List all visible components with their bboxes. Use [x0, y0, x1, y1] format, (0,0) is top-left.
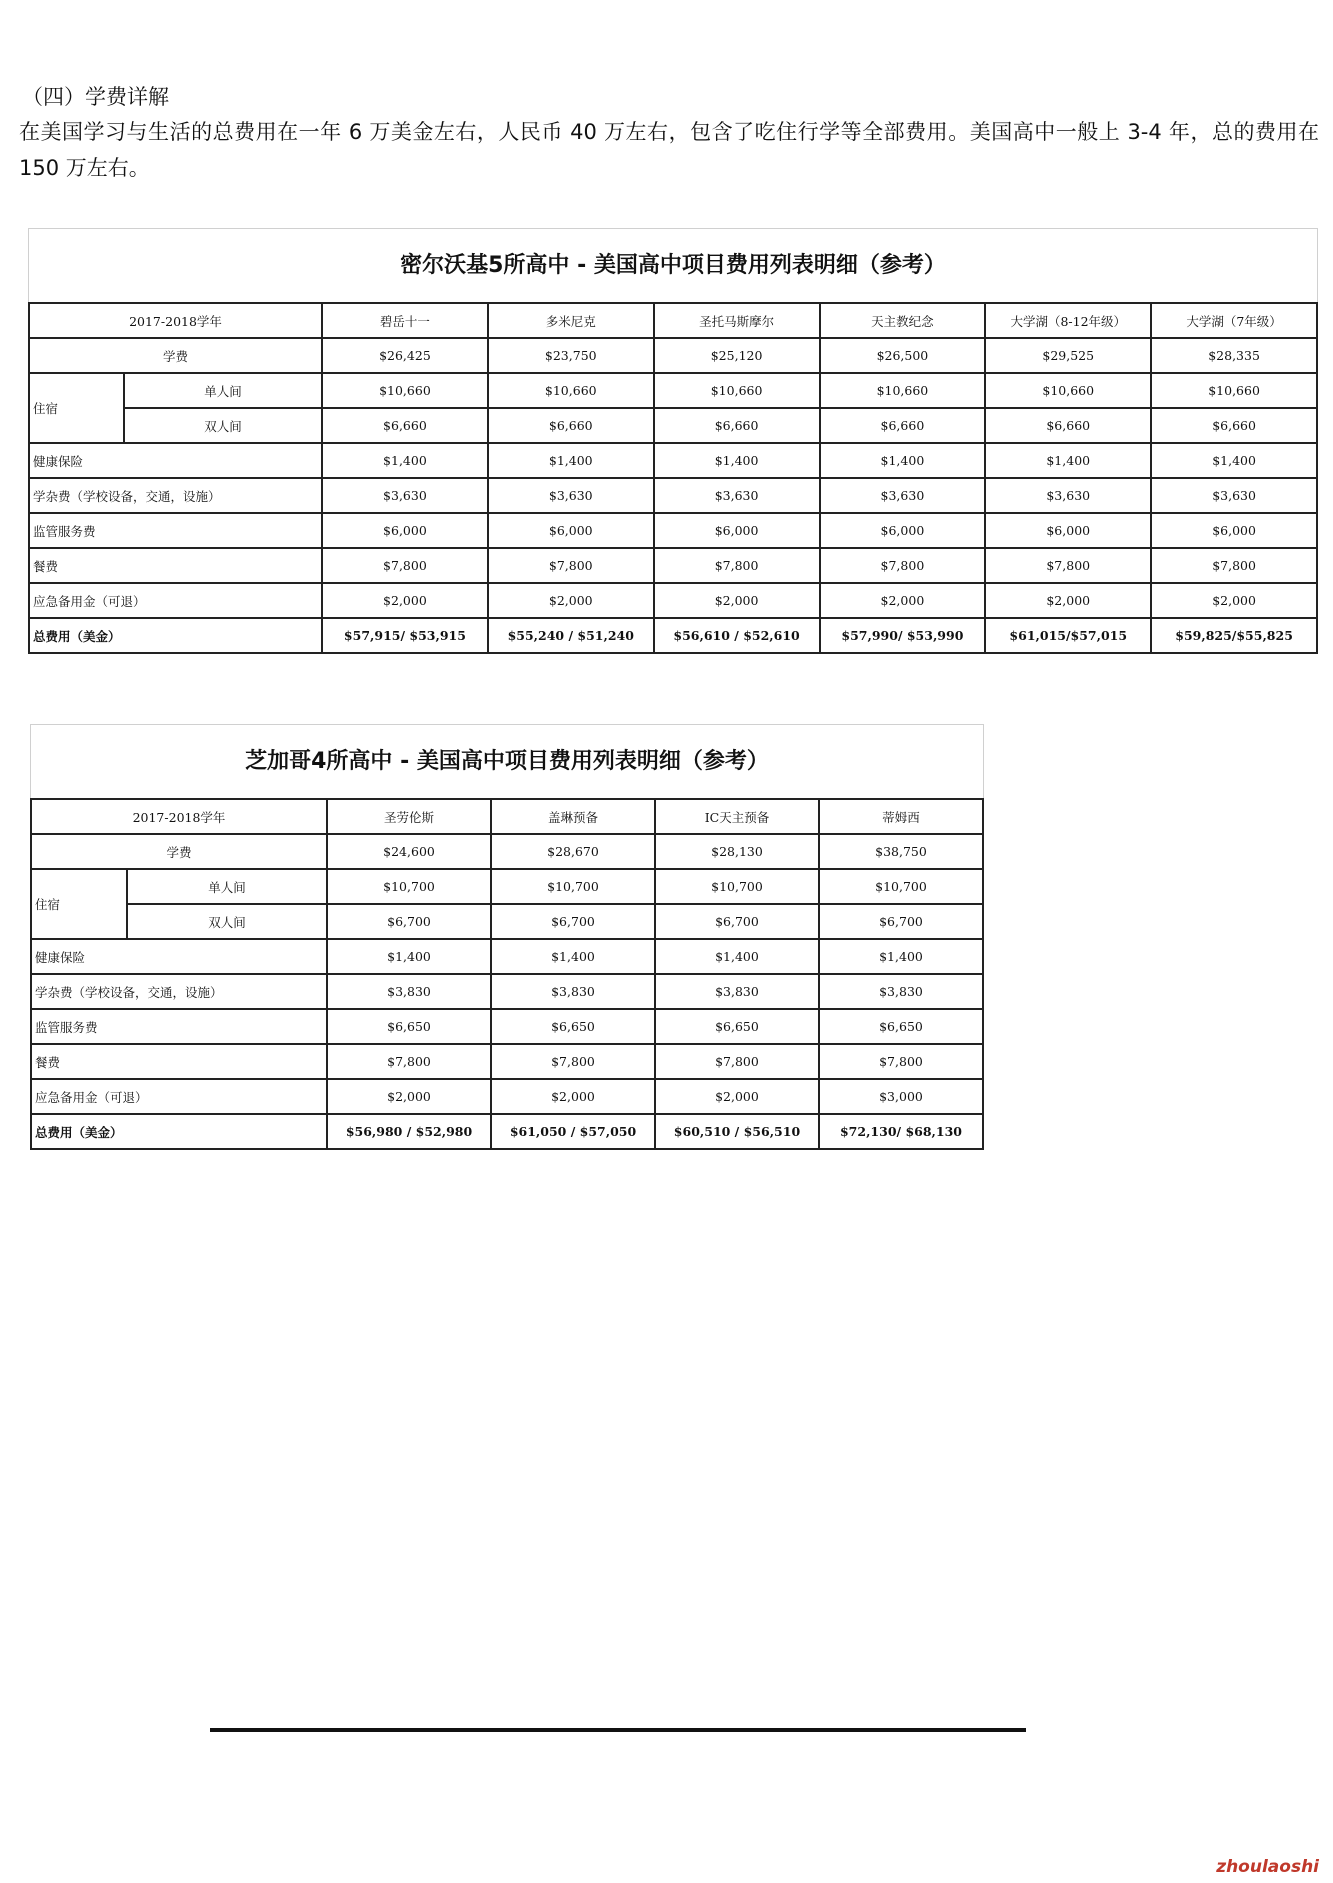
fee-cell: $2,000 [1151, 583, 1317, 618]
fee-cell: $2,000 [655, 1079, 819, 1114]
fee-cell: $6,650 [327, 1009, 491, 1044]
row-label: 总费用（美金） [31, 1114, 327, 1149]
fee-cell: $7,800 [491, 1044, 655, 1079]
fee-cell: $1,400 [1151, 443, 1317, 478]
fee-cell: $6,000 [488, 513, 654, 548]
milwaukee-fee-table-block [28, 228, 1318, 654]
section-title: （四）学费详解 [22, 85, 169, 109]
row-label: 双人间 [127, 904, 327, 939]
total-cell: $56,980 / $52,980 [327, 1114, 491, 1149]
fee-cell: $6,700 [819, 904, 983, 939]
school-name: 碧岳十一 [322, 303, 488, 338]
header-row [29, 303, 1317, 338]
fee-cell: $1,400 [488, 443, 654, 478]
school-name: 圣劳伦斯 [327, 799, 491, 834]
fee-cell: $7,800 [819, 1044, 983, 1079]
school-name: 大学湖（7年级） [1151, 303, 1317, 338]
single-room-row [31, 869, 983, 904]
reserve-fund-row [31, 1079, 983, 1114]
tuition-row [29, 338, 1317, 373]
row-label: 餐费 [29, 548, 322, 583]
fee-cell: $10,700 [655, 869, 819, 904]
total-cell: $56,610 / $52,610 [654, 618, 820, 653]
fee-cell: $6,650 [491, 1009, 655, 1044]
fee-cell: $10,660 [654, 373, 820, 408]
fee-cell: $6,000 [820, 513, 986, 548]
fee-cell: $23,750 [488, 338, 654, 373]
fee-cell: $3,630 [488, 478, 654, 513]
fee-cell: $6,660 [985, 408, 1151, 443]
fee-cell: $6,000 [322, 513, 488, 548]
total-cell: $61,050 / $57,050 [491, 1114, 655, 1149]
fee-cell: $1,400 [322, 443, 488, 478]
fee-cell: $2,000 [820, 583, 986, 618]
fee-cell: $7,800 [322, 548, 488, 583]
total-cell: $61,015/$57,015 [985, 618, 1151, 653]
guardian-fee-row [29, 513, 1317, 548]
tuition-row [31, 834, 983, 869]
housing-label: 住宿 [29, 373, 124, 443]
reserve-fund-row [29, 583, 1317, 618]
housing-label: 住宿 [31, 869, 127, 939]
row-label: 学费 [29, 338, 322, 373]
chicago-fee-table-block [30, 724, 984, 1150]
row-label: 健康保险 [31, 939, 327, 974]
fee-cell: $2,000 [491, 1079, 655, 1114]
fee-cell: $28,130 [655, 834, 819, 869]
footer-divider [210, 1728, 1026, 1732]
row-label: 单人间 [127, 869, 327, 904]
guardian-fee-row [31, 1009, 983, 1044]
fee-cell: $10,700 [327, 869, 491, 904]
fee-cell: $6,700 [655, 904, 819, 939]
intro-paragraph: 在美国学习与生活的总费用在一年 6 万美金左右，人民币 40 万左右，包含了吃住行学等全部费用。美国高中一般上 3-4 年，总的费用在 150 万左右。 [19, 120, 1319, 180]
fee-cell: $10,660 [1151, 373, 1317, 408]
fee-cell: $6,650 [655, 1009, 819, 1044]
fee-cell: $6,000 [1151, 513, 1317, 548]
row-label: 总费用（美金） [29, 618, 322, 653]
meals-row [31, 1044, 983, 1079]
school-name: 多米尼克 [488, 303, 654, 338]
fee-cell: $7,800 [985, 548, 1151, 583]
fee-cell: $7,800 [1151, 548, 1317, 583]
insurance-row [29, 443, 1317, 478]
school-name: 盖琳预备 [491, 799, 655, 834]
fee-cell: $3,630 [820, 478, 986, 513]
fee-cell: $7,800 [488, 548, 654, 583]
fee-table [30, 798, 984, 1150]
fee-cell: $7,800 [327, 1044, 491, 1079]
fee-cell: $28,335 [1151, 338, 1317, 373]
school-name: 天主教纪念 [820, 303, 986, 338]
header-row [31, 799, 983, 834]
total-cell: $57,990/ $53,990 [820, 618, 986, 653]
fee-cell: $3,630 [322, 478, 488, 513]
meals-row [29, 548, 1317, 583]
row-label: 监管服务费 [29, 513, 322, 548]
fee-cell: $6,660 [1151, 408, 1317, 443]
fee-cell: $6,700 [491, 904, 655, 939]
row-label: 健康保险 [29, 443, 322, 478]
fee-cell: $6,660 [820, 408, 986, 443]
fee-cell: $3,000 [819, 1079, 983, 1114]
fee-cell: $26,500 [820, 338, 986, 373]
year-label: 2017-2018学年 [31, 799, 327, 834]
row-label: 餐费 [31, 1044, 327, 1079]
fee-cell: $3,630 [985, 478, 1151, 513]
row-label: 单人间 [124, 373, 322, 408]
row-label: 双人间 [124, 408, 322, 443]
fee-table [28, 302, 1318, 654]
double-room-row [31, 904, 983, 939]
fee-cell: $2,000 [985, 583, 1151, 618]
double-room-row [29, 408, 1317, 443]
fee-cell: $7,800 [820, 548, 986, 583]
insurance-row [31, 939, 983, 974]
watermark-logo: zhoulaoshi [1216, 1857, 1319, 1877]
row-label: 学费 [31, 834, 327, 869]
row-label: 应急备用金（可退） [29, 583, 322, 618]
fee-cell: $10,700 [491, 869, 655, 904]
fee-cell: $7,800 [655, 1044, 819, 1079]
row-label: 应急备用金（可退） [31, 1079, 327, 1114]
table-title: 芝加哥4所高中 - 美国高中项目费用列表明细（参考） [30, 724, 984, 798]
total-row [31, 1114, 983, 1149]
fee-cell: $3,830 [491, 974, 655, 1009]
fee-cell: $6,660 [488, 408, 654, 443]
fee-cell: $28,670 [491, 834, 655, 869]
total-cell: $55,240 / $51,240 [488, 618, 654, 653]
row-label: 学杂费（学校设备，交通，设施） [31, 974, 327, 1009]
fee-cell: $29,525 [985, 338, 1151, 373]
fee-cell: $3,830 [327, 974, 491, 1009]
total-row [29, 618, 1317, 653]
single-room-row [29, 373, 1317, 408]
fee-cell: $1,400 [327, 939, 491, 974]
total-cell: $72,130/ $68,130 [819, 1114, 983, 1149]
fee-cell: $10,660 [322, 373, 488, 408]
fee-cell: $1,400 [654, 443, 820, 478]
fee-cell: $6,660 [322, 408, 488, 443]
fee-cell: $1,400 [491, 939, 655, 974]
fee-cell: $1,400 [820, 443, 986, 478]
fee-cell: $2,000 [327, 1079, 491, 1114]
fee-cell: $10,660 [488, 373, 654, 408]
fee-cell: $3,830 [819, 974, 983, 1009]
fee-cell: $10,660 [985, 373, 1151, 408]
year-label: 2017-2018学年 [29, 303, 322, 338]
fee-cell: $6,660 [654, 408, 820, 443]
fee-cell: $3,830 [655, 974, 819, 1009]
fee-cell: $6,000 [654, 513, 820, 548]
fee-cell: $6,000 [985, 513, 1151, 548]
school-name: IC天主预备 [655, 799, 819, 834]
total-cell: $59,825/$55,825 [1151, 618, 1317, 653]
fee-cell: $2,000 [322, 583, 488, 618]
fee-cell: $7,800 [654, 548, 820, 583]
fee-cell: $10,660 [820, 373, 986, 408]
school-name: 蒂姆西 [819, 799, 983, 834]
fee-cell: $3,630 [1151, 478, 1317, 513]
fee-cell: $6,650 [819, 1009, 983, 1044]
total-cell: $57,915/ $53,915 [322, 618, 488, 653]
fee-cell: $24,600 [327, 834, 491, 869]
fee-cell: $26,425 [322, 338, 488, 373]
fee-cell: $38,750 [819, 834, 983, 869]
misc-fee-row [29, 478, 1317, 513]
school-name: 大学湖（8-12年级） [985, 303, 1151, 338]
fee-cell: $3,630 [654, 478, 820, 513]
school-name: 圣托马斯摩尔 [654, 303, 820, 338]
row-label: 监管服务费 [31, 1009, 327, 1044]
table-title: 密尔沃基5所高中 - 美国高中项目费用列表明细（参考） [28, 228, 1318, 302]
fee-cell: $1,400 [985, 443, 1151, 478]
fee-cell: $10,700 [819, 869, 983, 904]
total-cell: $60,510 / $56,510 [655, 1114, 819, 1149]
fee-cell: $1,400 [819, 939, 983, 974]
row-label: 学杂费（学校设备，交通，设施） [29, 478, 322, 513]
fee-cell: $1,400 [655, 939, 819, 974]
fee-cell: $2,000 [654, 583, 820, 618]
fee-cell: $25,120 [654, 338, 820, 373]
misc-fee-row [31, 974, 983, 1009]
fee-cell: $2,000 [488, 583, 654, 618]
fee-cell: $6,700 [327, 904, 491, 939]
